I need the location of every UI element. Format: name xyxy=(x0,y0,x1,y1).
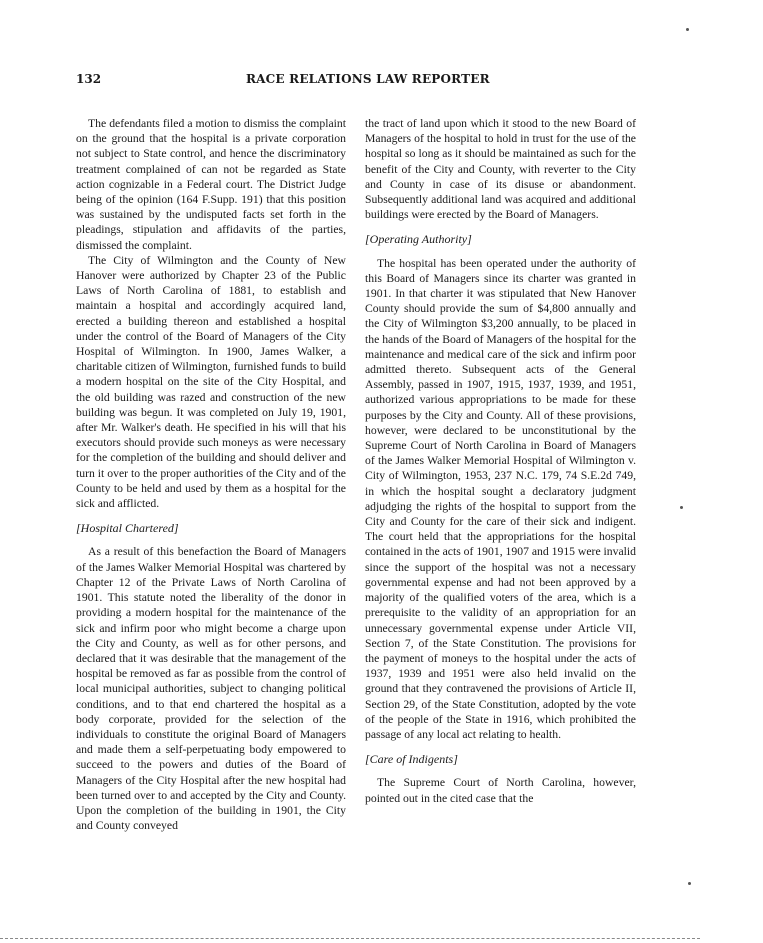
section-heading: [Operating Authority] xyxy=(365,232,472,247)
paragraph: the tract of land upon which it stood to the new Board of Managers of the hospital to hold in trust for the use of the hospital so long as it should be maintained as such for the benefit of the City and County, with reverter to the City and County in case of its disuse or abandonment. Subsequently additional land was acquired and additional buildings were erected by the Board of Managers. xyxy=(365,117,636,222)
paragraph: The defendants filed a motion to dismiss the complaint on the ground that the hospital is a private corporation not subject to State control, and hence the discriminatory treatment complained of can not be regarded as State action cognizable in a Federal court. The District Judge being of the opinion (164 F.Supp. 191) that this position was sustained by the undisputed facts set forth in the pleadings, stipulation and affidavits of the parties, dismissed the complaint. xyxy=(76,117,346,252)
left-column xyxy=(76,116,346,833)
page-number: 132 xyxy=(76,72,102,86)
page-header xyxy=(76,72,676,88)
scan-speck xyxy=(680,506,683,509)
section-heading: [Hospital Chartered] xyxy=(76,521,179,536)
right-column xyxy=(365,116,636,806)
paragraph: The City of Wilmington and the County of New Hanover were authorized by Chapter 23 of the Public Laws of North Carolina of 1881, to establish and maintain a hospital and accordingly acquired land, erected a building thereon and established a hospital under the control of the Board of Managers of the City Hospital of Wilmington. In 1900, James Walker, a charitable citizen of Wilmington, furnished funds to build a modern hospital on the site of the City Hospital, and the old building was razed and construction of the new building was begun. It was completed on July 19, 1901, after Mr. Walker's death. He specified in his will that his executors should provide such moneys as were necessary for the completion of the building and should deliver and turn it over to the proper authorities of the City and of the County to be held and used by them as a hospital for the sick and afflicted. xyxy=(76,253,346,511)
scan-edge-rule xyxy=(0,938,700,939)
scan-speck xyxy=(688,882,691,885)
paragraph: The Supreme Court of North Carolina, however, pointed out in the cited case that the xyxy=(365,776,636,805)
scan-speck xyxy=(686,28,689,31)
paragraph: The hospital has been operated under the authority of this Board of Managers since its charter was granted in 1901. In that charter it was stipulated that New Hanover County should provide the sum of $4,800 annually and the City of Wilmington $3,200 annually, to be placed in the hands of the Board of Managers of the hospital for the maintenance and medical care of the sick and infirm poor admitted thereto. Subsequent acts of the General Assembly, passed in 1907, 1915, 1937, 1939, and 1951, authorized various appropriations to be made for these purposes by the City and County. All of these provisions, however, were declared to be unconstitutional by the Supreme Court of North Carolina in Board of Managers of the James Walker Memorial Hospital of Wilmington v. City of Wilmington, 1953, 237 N.C. 179, 74 S.E.2d 749, in which the hospital sought a declaratory judgment adjudging the rights of the hospital to support from the City and County for the care of their sick and indigent. The court held that the appropriations for the hospital contained in the acts of 1901, 1907 and 1915 were invalid since the support of the hospital was not a necessary governmental expense and had not been approved by a majority of the qualified voters of the area, which is a prerequisite to the validity of an appropriation for an unnecessary governmental expense under Article VII, Section 7, of the State Constitution. The provisions for the payment of moneys to the hospital under the acts of 1937, 1939 and 1951 were also held invalid on the ground that they contravened the provisions of Article II, Section 29, of the State Constitution, adopted by the vote of the people of the State in 1916, which prohibited the passage of any local act relating to health. xyxy=(365,256,637,741)
paragraph: As a result of this benefaction the Board of Managers of the James Walker Memorial Hospital was chartered by Chapter 12 of the Private Laws of North Carolina of 1901. This statute noted the liberality of the donor in providing a modern hospital for the maintenance of the sick and infirm poor who might become a charge upon the City and County, as well as for other persons, and declared that it was desirable that the management of the hospital be removed as far as possible from the control of local municipal authorities, subject to changing political conditions, and to that end chartered the hospital as a body corporate, provided for the selection of the individuals to constitute the original Board of Managers and made them a self-perpetuating body empowered to succeed to the powers and duties of the Board of Managers of the City Hospital after the new hospital had been turned over to and accepted by the City and County. Upon the completion of the building in 1901, the City and County conveyed xyxy=(76,545,346,833)
running-title: RACE RELATIONS LAW REPORTER xyxy=(246,72,490,86)
section-heading: [Care of Indigents] xyxy=(365,752,458,767)
